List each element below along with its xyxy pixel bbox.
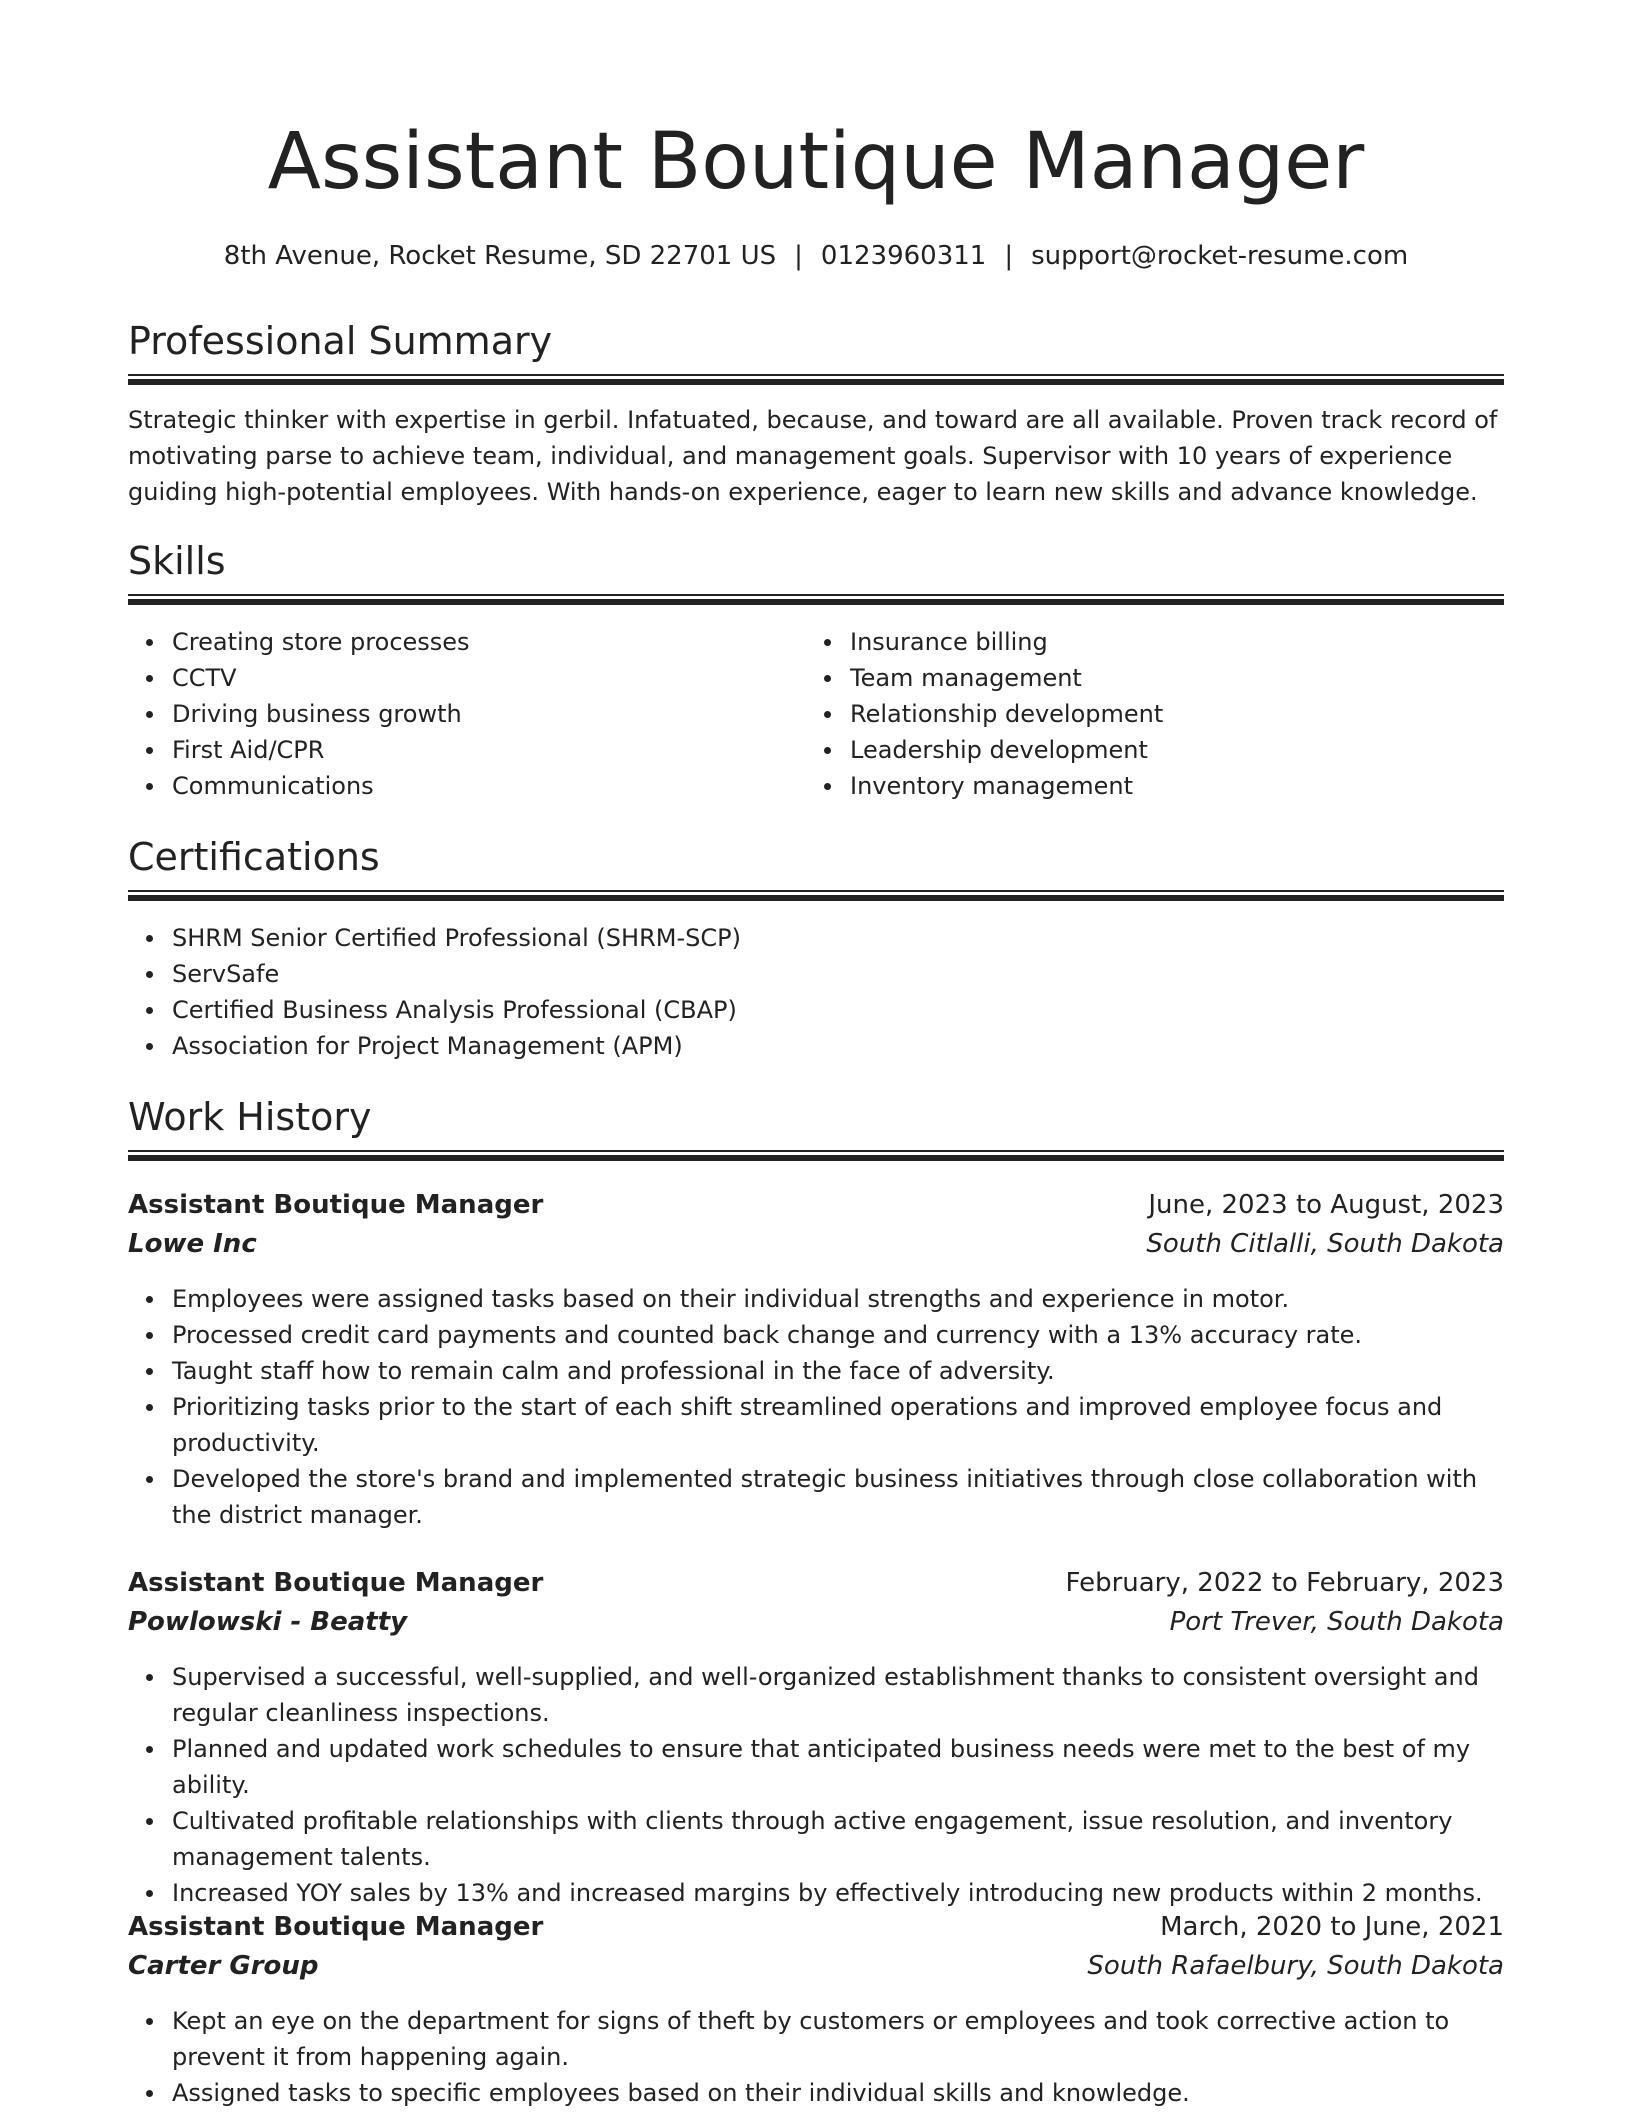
section-divider — [128, 374, 1504, 385]
section-title-skills: Skills — [128, 539, 226, 583]
section-title-work-history: Work History — [128, 1095, 372, 1139]
contact-phone: 0123960311 — [820, 241, 987, 271]
job-bullet: Developed the store's brand and implemented strategic business initiatives through close collaboration with the district manager. — [172, 1461, 1504, 1533]
job-bullet: Taught staff how to remain calm and professional in the face of adversity. — [172, 1353, 1504, 1389]
skill-item: Team management — [850, 660, 1480, 696]
job-bullet: Prioritizing tasks prior to the start of each shift streamlined operations and improved employee focus and productivity. — [172, 1389, 1504, 1461]
job-bullet: Planned and updated work schedules to ensure that anticipated business needs were met to the best of my ability. — [172, 1731, 1504, 1803]
job-title: Assistant Boutique Manager — [128, 1190, 544, 1220]
job-company: Lowe Inc — [128, 1229, 257, 1259]
contact-separator: | — [794, 241, 803, 271]
section-divider — [128, 594, 1504, 605]
section-title-summary: Professional Summary — [128, 319, 553, 363]
certifications-list — [128, 920, 1504, 1064]
skill-item: Creating store processes — [172, 624, 802, 660]
job-dates: June, 2023 to August, 2023 — [1148, 1190, 1504, 1220]
contact-address: 8th Avenue, Rocket Resume, SD 22701 US — [223, 241, 777, 271]
skill-item: Insurance billing — [850, 624, 1480, 660]
skill-item: Leadership development — [850, 732, 1480, 768]
certification-item: SHRM Senior Certified Professional (SHRM-SCP) — [172, 920, 1504, 956]
job-bullet: Cultivated profitable relationships with clients through active engagement, issue resolution, and inventory management talents. — [172, 1803, 1504, 1875]
summary-text: Strategic thinker with expertise in gerbil. Infatuated, because, and toward are all available. Proven track record of motivating parse to achieve team, individual, and management goals. Supervisor with 10 years of experience guiding high-potential employees. With hands-on experience, eager to learn new skills and advance knowledge. — [128, 406, 1498, 506]
contact-line — [128, 238, 1504, 274]
skills-list-left — [128, 624, 802, 804]
job-bullets — [128, 1659, 1504, 1911]
section-divider — [128, 890, 1504, 901]
job-bullet: Supervised a successful, well-supplied, and well-organized establishment thanks to consistent oversight and regular cleanliness inspections. — [172, 1659, 1504, 1731]
job-bullets — [128, 2003, 1504, 2111]
job-bullet: Processed credit card payments and counted back change and currency with a 13% accuracy rate. — [172, 1317, 1504, 1353]
job-company: Powlowski - Beatty — [128, 1607, 408, 1637]
job-dates: March, 2020 to June, 2021 — [1160, 1912, 1504, 1942]
job-location: South Citlalli, South Dakota — [1146, 1229, 1504, 1259]
job-bullet: Kept an eye on the department for signs of theft by customers or employees and took corrective action to prevent it from happening again. — [172, 2003, 1504, 2075]
section-title-certifications: Certifications — [128, 835, 380, 879]
job-bullet: Increased YOY sales by 13% and increased margins by effectively introducing new products within 2 months. — [172, 1875, 1504, 1911]
skill-item: Driving business growth — [172, 696, 802, 732]
contact-email: support@rocket-resume.com — [1031, 241, 1409, 271]
certification-item: ServSafe — [172, 956, 1504, 992]
contact-separator: | — [1004, 241, 1014, 271]
skill-item: Relationship development — [850, 696, 1480, 732]
skill-item: First Aid/CPR — [172, 732, 802, 768]
job-location: Port Trever, South Dakota — [1169, 1607, 1504, 1637]
skill-item: CCTV — [172, 660, 802, 696]
resume-name: Assistant Boutique Manager — [267, 117, 1365, 207]
job-bullet: Assigned tasks to specific employees based on their individual skills and knowledge. — [172, 2075, 1504, 2111]
certification-item: Certified Business Analysis Professional (CBAP) — [172, 992, 1504, 1028]
job-title: Assistant Boutique Manager — [128, 1568, 544, 1598]
skill-item: Communications — [172, 768, 802, 804]
skill-item: Inventory management — [850, 768, 1480, 804]
job-bullet: Employees were assigned tasks based on their individual strengths and experience in motor. — [172, 1281, 1504, 1317]
job-title: Assistant Boutique Manager — [128, 1912, 544, 1942]
certification-item: Association for Project Management (APM) — [172, 1028, 1504, 1064]
job-bullets — [128, 1281, 1504, 1533]
skills-list-right — [806, 624, 1480, 804]
job-location: South Rafaelbury, South Dakota — [1087, 1951, 1504, 1981]
job-dates: February, 2022 to February, 2023 — [1065, 1568, 1504, 1598]
section-divider — [128, 1150, 1504, 1161]
job-company: Carter Group — [128, 1951, 319, 1981]
